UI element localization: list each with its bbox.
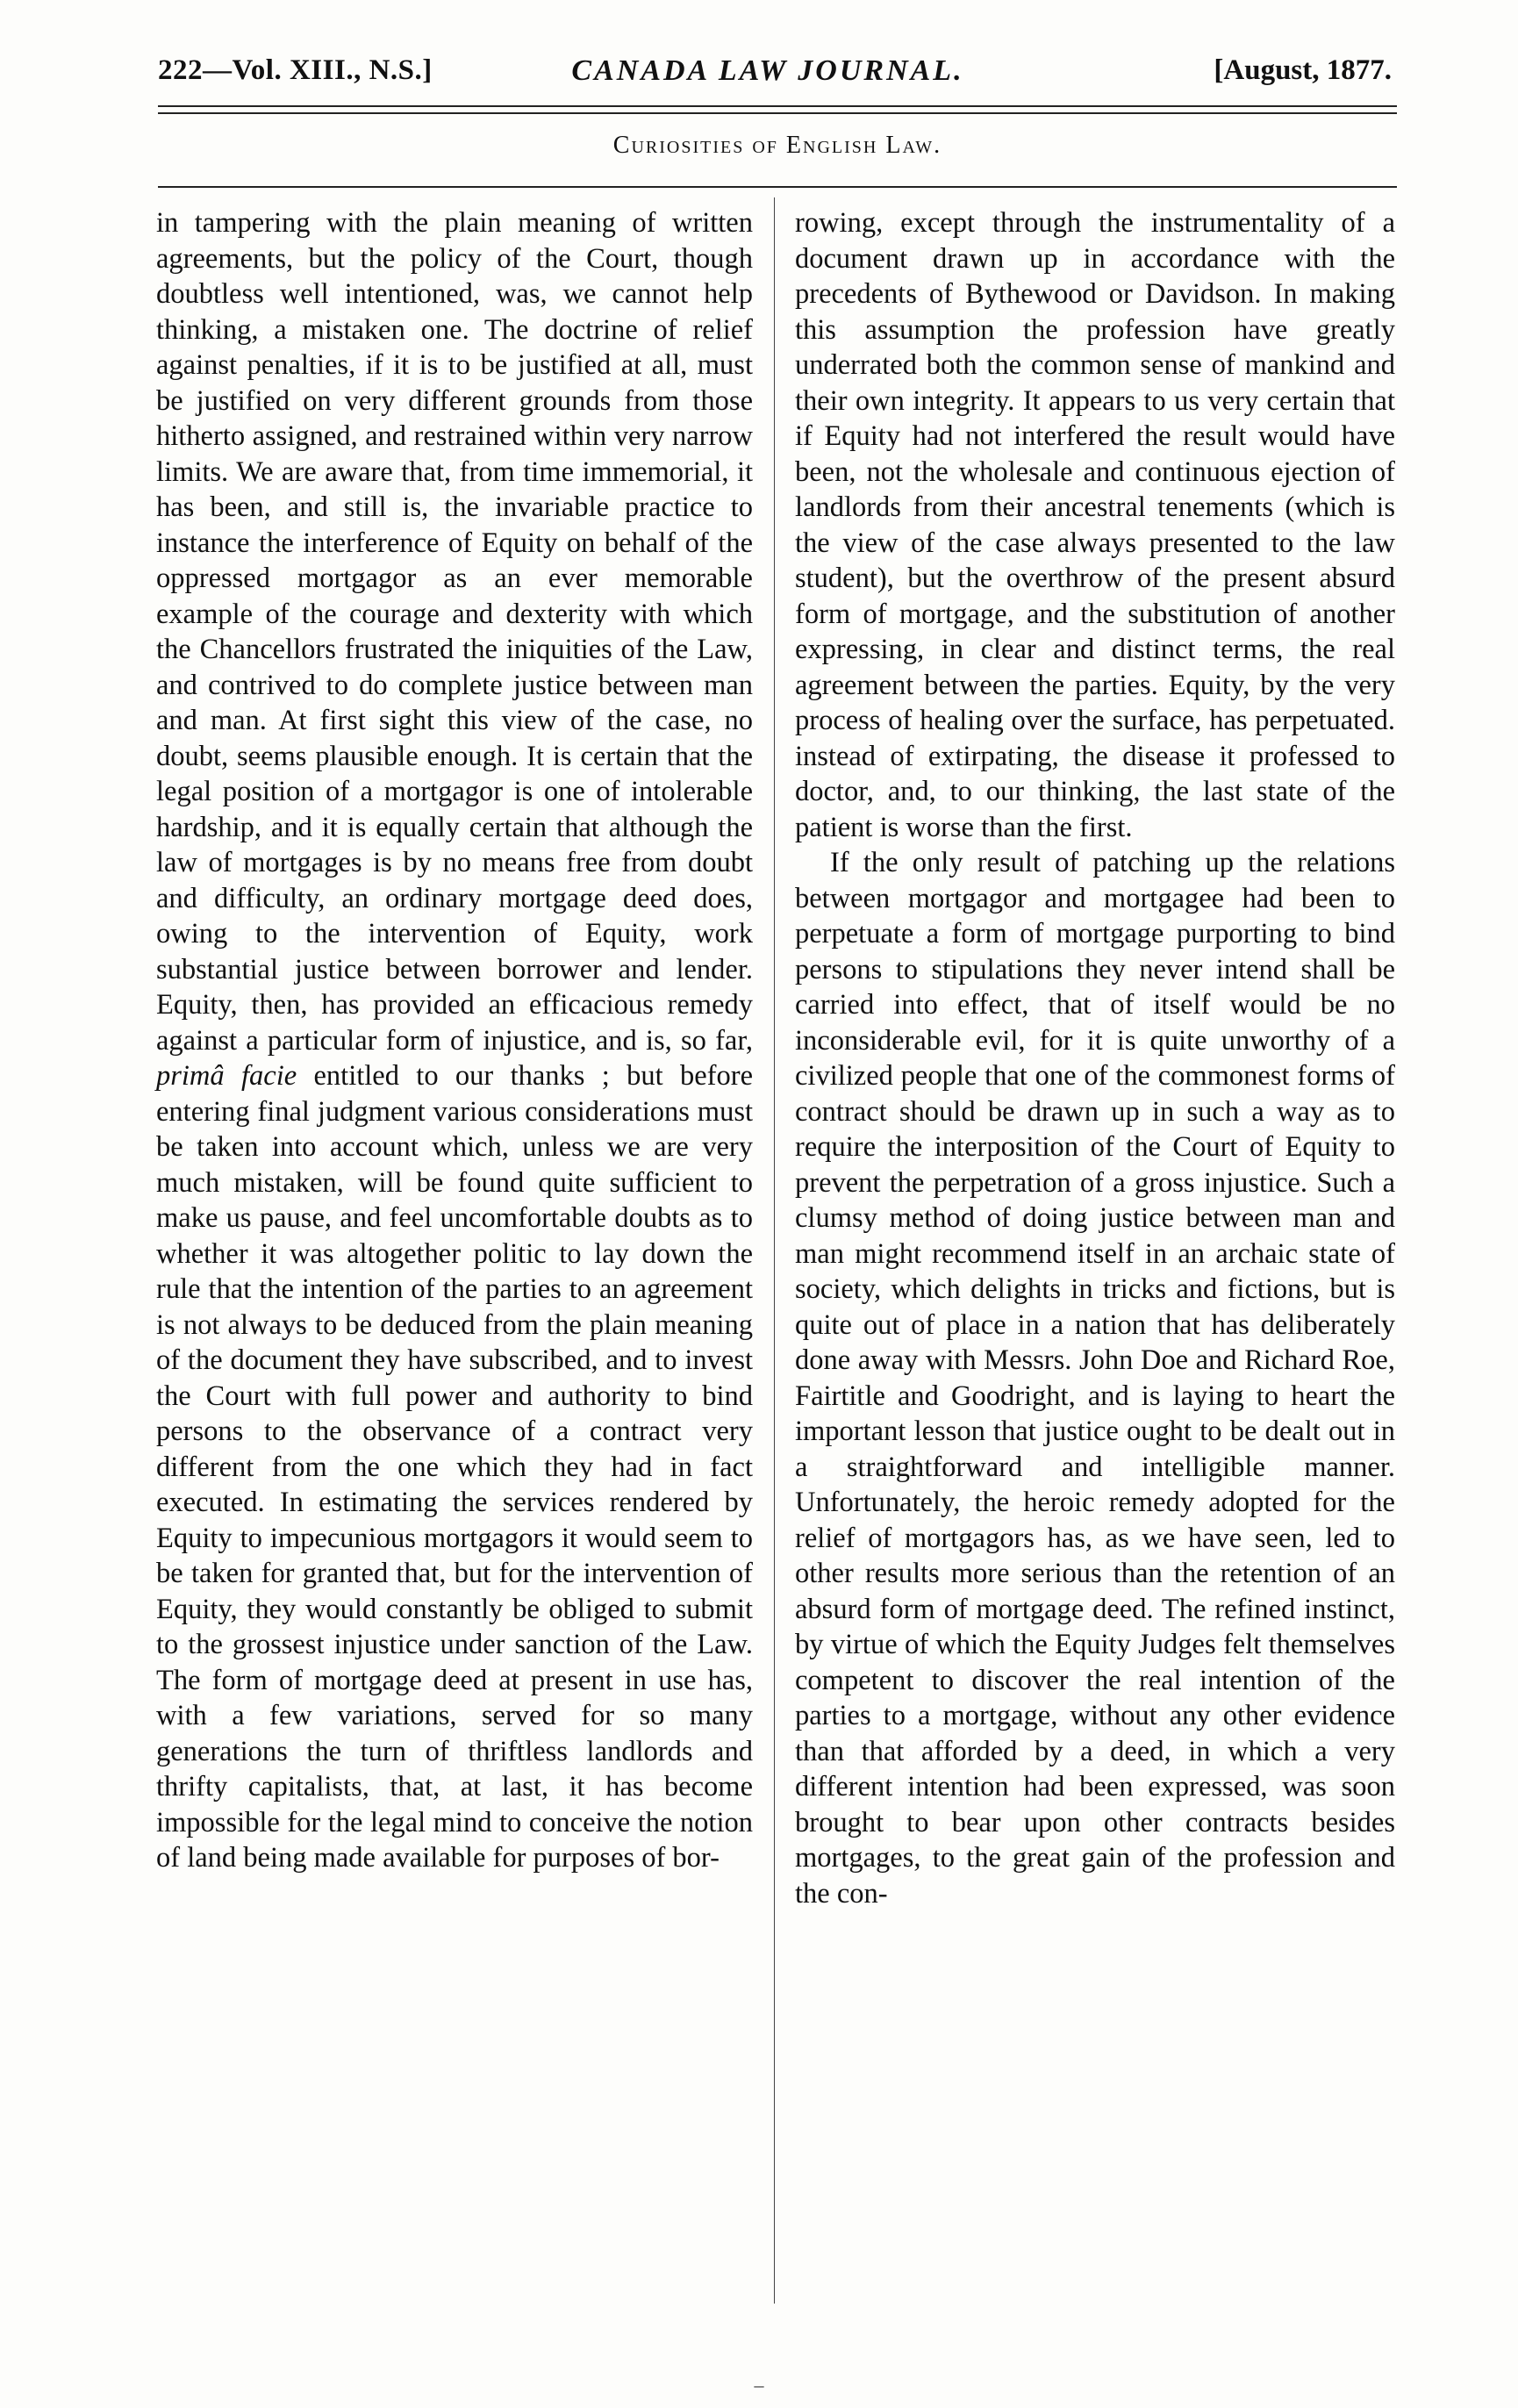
- header-double-rule: [158, 105, 1397, 114]
- right-column: [795, 205, 1395, 1911]
- left-column: [156, 205, 753, 1876]
- column-divider: [774, 197, 775, 2304]
- issue-date: [August, 1877.: [1214, 54, 1392, 86]
- right-paragraph-2: If the only result of patching up the relations between mortgagor and mortgagee had been to perpetuate a form of mortgage purporting to bind persons to stipulations they never intend shall be carried into effect, that of itself would be no inconsiderable evil, for it is quite unworthy of a civilized people that one of the commonest forms of contract should be drawn up in such a way as to require the interposition of the Court of Equity to prevent the perpetration of a gross injustice. Such a clumsy method of doing justice between man and man might recommend itself in an archaic state of society, which delights in tricks and fictions, but is quite out of place in a nation that has deliberately done away with Messrs. John Doe and Richard Roe, Fairtitle and Goodright, and is laying to heart the important lesson that justice ought to be dealt out in a straightforward and intelligible manner. Unfortunately, the heroic remedy adopted for the relief of mortgagors has, as we have seen, led to other results more serious than the retention of an absurd form of mortgage deed. The refined instinct, by virtue of which the Equity Judges felt themselves competent to discover the real intention of the parties to a mortgage, without any other evidence than that afforded by a deed, in which a very different intention had been expressed, was soon brought to bear upon other contracts besides mortgages, to the great gain of the profession and the con-: [795, 847, 1395, 1910]
- section-rule: [158, 186, 1397, 188]
- right-paragraph-1: rowing, except through the instrumentality of a document drawn up in accordance with the precedents of Bythewood or Davidson. In making this assumption the profession have greatly underrated both the common sense of mankind and their own integrity. It appears to us very certain that if Equity had not interfered the result would have been, not the wholesale and continuous ejection of landlords from their ancestral tenements (which is the view of the case always presented to the law student), but the overthrow of the present absurd form of mortgage, and the substitution of another expressing, in clear and distinct terms, the real agreement between the parties. Equity, by the very process of healing over the surface, has perpetuated. instead of extirpating, the disease it professed to doctor, and, to our thinking, the last state of the patient is worse than the first.: [795, 207, 1395, 843]
- left-paragraph-1: [156, 205, 753, 1876]
- left-paragraph-1-part-b: entitled to our thanks ; but before entering final judgment various considerations must be taken into account which, unless we are very much mistaken, will be found quite sufficient to make us pause, and feel uncomfortable doubts as to whether it was altogether politic to lay down the rule that the intention of the parties to an agreement is not always to be deduced from the plain meaning of the document they have subscribed, and to invest the Court with full power and authority to bind persons to the observance of a contract very different from the one which they had in fact executed. In estimating the services rendered by Equity to impecunious mortgagors it would seem to be taken for granted that, but for the intervention of Equity, they would constantly be obliged to submit to the grossest injustice under sanction of the Law. The form of mortgage deed at present in use has, with a few variations, served for so many generations the turn of thriftless landlords and thrifty capitalists, that, at last, it has become impossible for the legal mind to conceive the notion of land being made available for purposes of bor-: [156, 1060, 754, 1874]
- journal-title: CANADA LAW JOURNAL.: [571, 54, 964, 87]
- footer-mark: –: [754, 2374, 764, 2396]
- left-paragraph-1-italic: primâ facie: [156, 1060, 297, 1092]
- left-paragraph-1-part-a: in tampering with the plain meaning of written agreements, but the policy of the Court, though doubtless well intentioned, was, we cannot help thinking, a mistaken one. The doctrine of relief against penalties, if it is to be justified at all, must be justified on very different grounds from those hitherto assigned, and restrained within very narrow limits. We are aware that, from time immemorial, it has been, and still is, the invariable practice to instance the interference of Equity on behalf of the oppressed mortgagor as an ever memorable example of the courage and dexterity with which the Chancellors frustrated the iniquities of the Law, and contrived to do complete justice between man and man. At first sight this view of the case, no doubt, seems plausible enough. It is certain that the legal position of a mortgagor is one of intolerable hardship, and it is equally certain that although the law of mortgages is by no means free from doubt and difficulty, an ordinary mortgage deed does, owing to the intervention of Equity, work substantial justice between borrower and lender. Equity, then, has provided an efficacious remedy against a particular form of injustice, and is, so far,: [156, 207, 753, 1057]
- page-volume-label: 222—Vol. XIII., N.S.]: [158, 54, 433, 86]
- running-head: [140, 54, 1395, 98]
- section-title: Curiosities of English Law.: [612, 132, 942, 159]
